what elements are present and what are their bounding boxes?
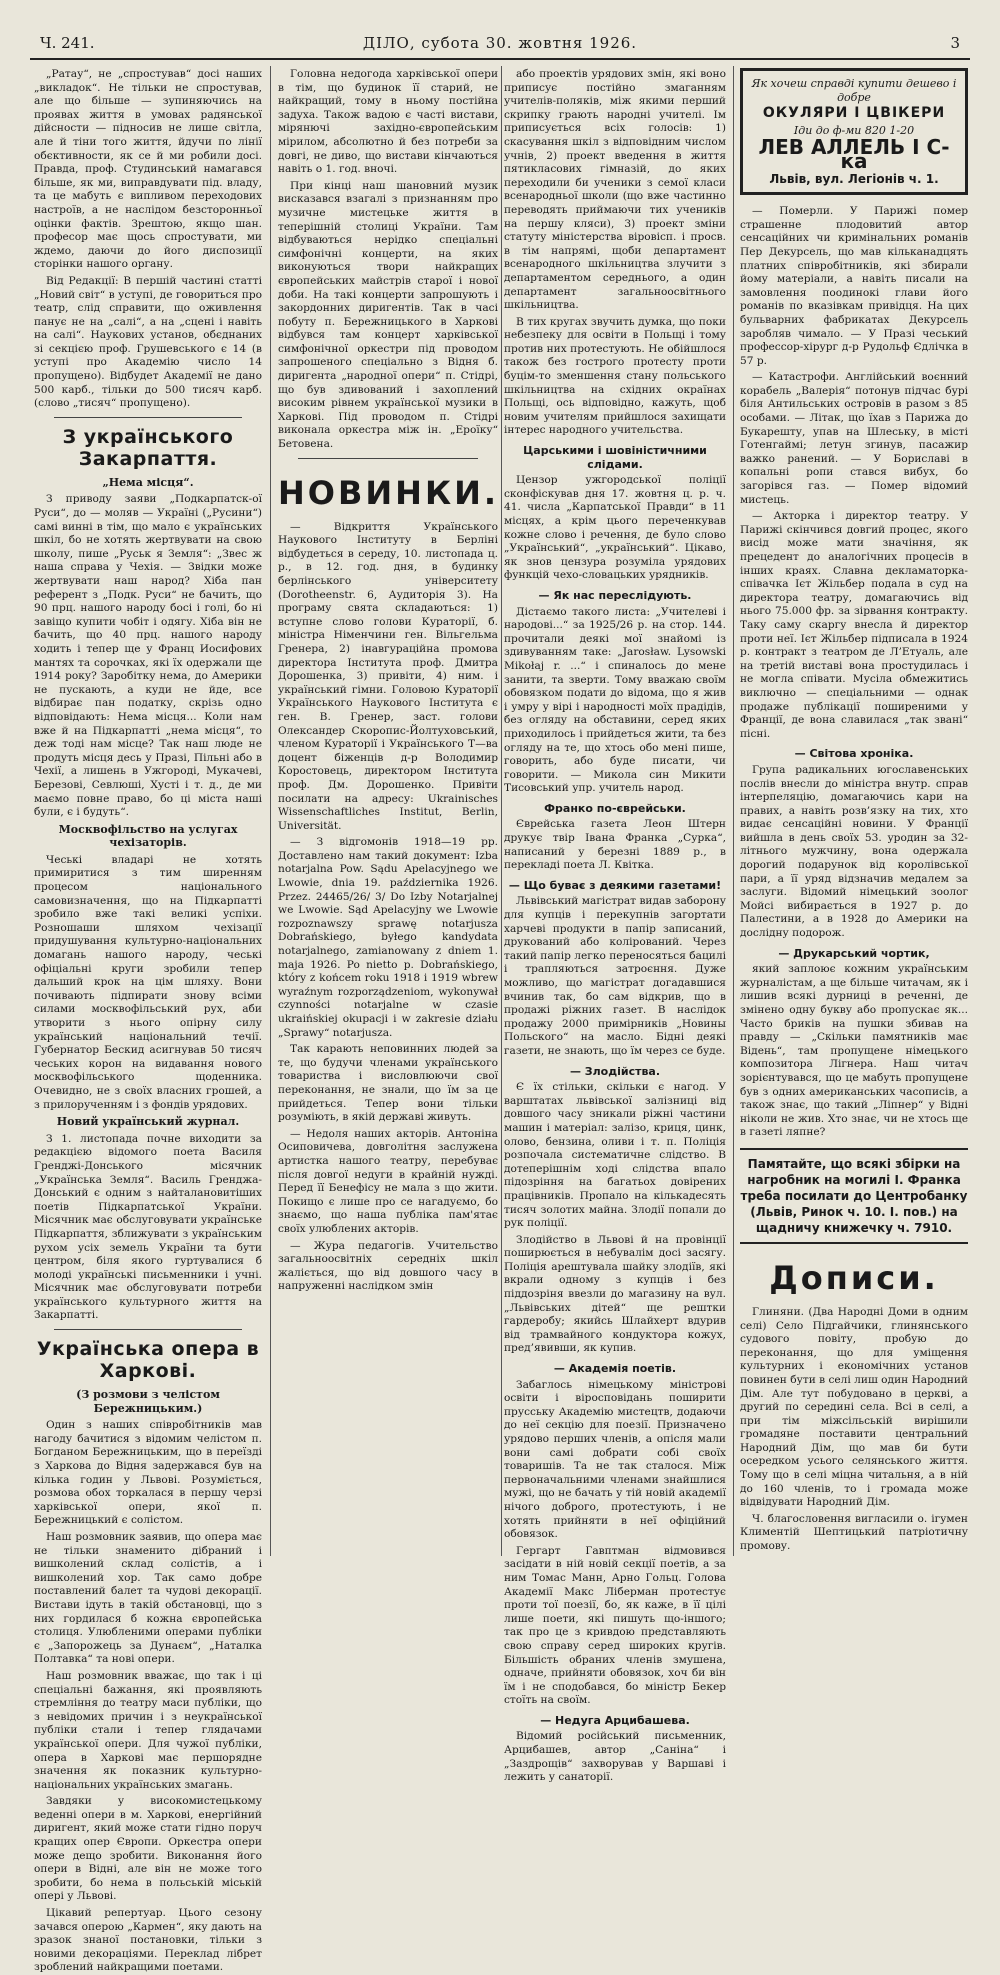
news-item: Забаглось німецькому міністрові освіти і віросповідань поширити прусську Академію мистецтв, додаючи до неї секцію для поезії. Призначено урядово перших членів, а опісля мали вони самі добрати собі своїх товаришів. Та не так сталося. Між первоначальними членами знайшлися мужі, що не бачать у тій новій академії нічого доброго, протестують, і не хотять прийняти в неї офіційний обовязок. — [504, 1378, 726, 1541]
news-item: Львівський магістрат видав заборону для купців і перекупнів загортати харчеві продукти в папір записаний, друкований або колірований. Через такий папір легко переносяться бацилі і трапляються затроєння. Дуже можливо, що магістрат догадавшися вчинив так, бо сам відкрив, що в продажі ріжних газет. В наслідок продажу 2000 примірників „Новины Польского“ на масло. Бідні деякі газети, не знають, що їм через се буде. — [504, 895, 726, 1057]
issue-number: Ч. 241. — [40, 34, 95, 52]
news-item: Єврейська газета Леон Штерн друкує твір Івана Франка „Сурка“, написаний у березні 1889 р., в перекладі поета Л. Квітка. — [504, 818, 726, 872]
article-paragraph: або проектів урядових змін, які воно приписує постійно змаганням учителів-поляків, між якими перший скрипку грають народні учителі. Ім приписується всіх голосів: 1) скасування шкіл з відповідним числом учнів, 2) проект введення в життя пятикласових гімназій, до яких переходили би ученики з семої класи всенародньої школи (що вже частинно переводять приймаючи тих учеників на першу кляси), 3) проект зміни статуту міністерства віровісп. і просв. в тім напрямі, щоби департамент всенародного шкільництва злучити з департаментом середнього, а один департамент загальноосвітнього шкільництва. — [504, 68, 726, 312]
ad-product: ОКУЛЯРИ І ЦВІКЕРИ — [762, 105, 946, 122]
news-item: Злодійство в Львові й на провінції поширюється в небувалім досі засягу. Поліція арештувала шайку злодіїв, які вкрали одному з купців і без піддозріня ввезли до магазину на вул. „Львівських дітей“ ще рештки гардеробу; якийсь Шлайхерт вдурив від трамвайного кондуктора кожух, пред’явивши, як купив. — [504, 1233, 726, 1355]
article-paragraph: З 1. листопада почне виходити за редакцією відомого поета Василя Гренджі-Донського місячник „Українська Земля“. Василь Гренджа-Донський є одним з найталановитіших поетів Підкарпатської України. Місячник має обслуговувати українське Підкарпаття, зближувати з українським рухом усіх земель України та бути центром, біля якого гуртувалися б молоді українські письменники і учні. Місячник має обслуговувати потреби українського культурного життя на Закарпатті. — [34, 1132, 262, 1322]
article-paragraph: При кінці наш шановний музик висказався взагалі з признанням про музичне мистецьке життя в теперішній столиці України. Там відбуваються нерідко спеціальні симфонічні концерти, на яких виконуються твори найкращих європейських майстрів старої і нової доби. На такі концерти запрошують і закордонних диригентів. Так в часі побуту п. Бережницького в Харкові відбувся там концерт харківської симфонічної оркестри під проводом запрошеного спеціально з Відня б. диригента „народної опери“ п. Стідрі, що був здивований і захоплений високим рівнем української музики в Харкові. Під проводом п. Стідрі виконала оркестра між ін. „Ероїку“ Бетовена. — [278, 179, 498, 451]
franko-fund-notice: Памятайте, що всякі збірки на нагробник на могилі І. Франка треба посилати до Центробанку (Львів, Ринок ч. 10. І. пов.) на щадничу книжечку ч. 7910. — [740, 1148, 968, 1244]
article-paragraph: „Ратау“, не „спростував“ досі наших „викладок“. Не тільки не спростував, але що більше — зупиняючись на проявах життя в умовах радянської дійсности — підносив не лише світла, але й тіни того життя, йдучи по лінії обєктивности, як се й ми робили досі. Правда, проф. Студинський намагався більше, як ми, виправдувати під. владу, та це мабуть є випливом переходових настроїв, а не наслідом безсторонньої оцінки фактів. Зрештою, якщо шан. професор має щось спростувати, ми ждемо, даючи до його диспозиції сторінки нашого органу. — [34, 68, 262, 271]
section-heading-novynky: НОВИНКИ. — [278, 473, 500, 512]
news-heading: — Світова хроніка. — [794, 747, 914, 761]
news-heading: — Академія поетів. — [553, 1362, 677, 1376]
news-item: Відомий російський письменник, Арцибашев, автор „Саніна“ і „Заздрощів“ захворував у Варшаві і лежить у санаторії. — [504, 1730, 726, 1784]
advertisement-box — [740, 68, 968, 195]
article-paragraph: В тих кругах звучить думка, що поки небезпеку для освіти в Польщі і тому против них протестують. Не обійшлося також без гострого протесту проти буцім-то зменшення стану польського шкільництва на східних окраїнах Польщі, ось відповідно, кажуть, щоб новим учителям прийшлося захищати інтерес народного учительства. — [504, 315, 726, 437]
correspondence-paragraph: Глиняни. (Два Народні Доми в одним селі) Село Підгайчики, глинянського судового повіту, пробую до переконання, що для уміщення культурних і економічних установ повинен бути в селі лиш один Народний Дім. Але тут побудовано в церкві, а другий по середині села. Всі в селі, а при тім міжсільській вирішили громадяне поставити центральний Народний Дім, що мав би бути осередком усього селянського життя. Тому що в селі міцна читальня, а в ній до 160 членів, то і громада може відвідувати Народний Дім. — [740, 1305, 968, 1509]
article-paragraph: Цікавий репертуар. Цього сезону зачався оперою „Кармен“, яку дають на зразок знаної постановки, тільки з новими декораціями. Переклад лібрет зроблений найкращими поетами. — [34, 1907, 262, 1974]
editorial-note: Від Редакції: В першій частині статті „Новий світ“ в уступі, де говориться про театр, слід справити, що оживлення панує не на „салі“, а на „сцені і навіть на салі“. Наукових установ, обєднаних зі секцією проф. Грушевського є 14 (в уступі про Академію число 14 пропущено). Відбудет Академії не дано 500 карб., тільки до 500 тисяч карб. (слово „тисяч“ пропущено). — [34, 274, 262, 410]
news-heading: — Що буває з деякими газетами! — [508, 878, 722, 892]
subheading-moskvofilstvo: Москвофільство на услугах чехізаторів. — [58, 822, 238, 850]
news-item: Гергарт Гавптман відмовився засідати в ній новій секції поетів, а за ним Томас Манн, Арно Гольц. Голова Академії Макс Ліберман протестує проти тої поезії, бо, як каже, в її цілі лише поети, які пишуть що-іншого; так про це з кривдою представляють свою справу серед широких кругів. Більшість обраних членів змушена, одначе, прийняти обовязок, хоч би він їм і не сподобався, бо міністр Бекер стоїть на своїм. — [504, 1544, 726, 1707]
news-item: — Жура педагогів. Учительство загальноосвітніх середніх шкіл жаліється, що від довшого часу в напруженні наслідком змін — [278, 1239, 498, 1293]
correspondence-paragraph: Ч. благословення вигласили о. ігумен Климентій Шептицький патріотичну промову. — [740, 1512, 968, 1553]
news-item: який заплоює кожним українським журналістам, а ще більше читачам, як і лишив всякі дурниці в реченні, де змінено одну букву або пропускає як... Часто бриків на пушки збивав на правду — „Скільки памятників має Відень“, там пропущене німецького композитора Лігнера. Наш читач зорієнтувався, що це мабуть пропущене був з одних американських часописів, а також знає, що такий „Ліпнер“ у Відні ніколи не жив. Хто знає, чи не хтось ще в газеті ляпне? — [740, 963, 968, 1139]
article-paragraph: Наш розмовник вважає, що так і ці спеціальні бажання, які проявляють стремління до театру маси публіки, що з невідомих причин і з неукраїнської публіки стали і тепер глядачами української опери. Для чужої публіки, опера в Харкові має першорядне значення як показник культурно-національних українських змагань. — [34, 1669, 262, 1791]
article-paragraph: З приводу заяви „Подкарпатск-ої Руси“, до — моляв — Україні („Русини“) самі винні в тім, що мало є українських шкіл, бо не хотять жертвувати на свою школу, пише „Руськ я Земля“: „Звес ж наша справа у Чехія. — Звідки може жертвувати наш народ? Хіба пан референт з „Подк. Руси“ не бачить, що 90 прц. нашого народу босі і голі, бо ні завіщо купити чобіт і одягу. Хіба він не бачить, що 40 прц. нашого народу ходить і тепер ще у Франц Иосифових мантях та сорочках, які їх одержали ще 1914 року? Заробітку нема, до Америки не пускають, а куди не йде, все відбирає пан податку, скрізь одно відповідають: Нема місця... Коли нам вже й на Підкарпатті „нема місця“, то деж тоді нам місце? Так наш люде не продуть місця десь у Празі, Пільні або в Чехії, а лишень в Ужгороді, Мукачеві, Березові, Севлюші, Хусті і т. д., де ми маємо повне право, бо ці міста наші були, є і будуть“. — [34, 493, 262, 819]
divider — [54, 417, 242, 418]
ad-company: ЛЕВ АЛЛЕЛЬ І С-ка — [758, 135, 950, 173]
news-item: — Акторка і директор театру. У Парижі скінчився довгий процес, якого висід може мати значіння, як прецедент до аналогічних процесів в інших краях. Славна декламаторка-співачка Ієт Жільбер подала в суд на директора театру, домагаючись від нього 75.000 фр. за зірвання контракту. Таку саму скаргу внесла й директор проти неї. Ієт Жільбер підписала в 1924 р. контракт з театром де Л’Етуаль, але на третій виставі вона простудилась і не могла співати. Мусіла обмежитись виключно — спеціальними — однак продаже публікації поширеними у Франції, де вона славилася „так звані“ пісні. — [740, 510, 968, 740]
news-item: Цензор ужгородської поліції сконфіскував дня 17. жовтня ц. р. ч. 41. числа „Карпатської Правди“ в 11 місцях, а крім цього переченкував кожне слово і речення, де було слово „Український“, „український“. Цікаво, як знов цензура розуміла урядових функцій чехо-словацьких урядників. — [504, 474, 726, 582]
news-heading: Царськими і шовіністичними слідами. — [523, 444, 707, 471]
column-1 — [34, 68, 262, 1974]
news-heading: Франко по-єврейськи. — [544, 801, 686, 815]
column-divider — [733, 66, 734, 1556]
section-heading-opera: Українська опера в Харкові. — [36, 1338, 260, 1383]
column-4 — [740, 68, 968, 1558]
article-paragraph: Один з наших співробітників мав нагоду бачитися з відомим челістом п. Богданом Бережницьким, що в переїзді з Харкова до Відня задержався був на кілька годин у Львові. Розуміється, розмова обох торкалася в першу черзі харківської опери, якої п. Бережницький є солістом. — [34, 1419, 262, 1527]
news-heading: — Як нас переслідують. — [538, 588, 692, 602]
divider — [298, 458, 478, 459]
news-item: — Відкриття Українського Наукового Інституту в Берліні відбудеться в середу, 10. листопада ц. р., в 12. год. дня, в будинку берлінського університету (Dorotheenstr. 6, Аудиторія 3). На програму свята складаються: 1) вступне слово голови Кураторії, б. міністра Німенчини ген. Вільгельма Гренера, 2) інавгураційна промова директора Інститута проф. Дмитра Дорошенка, 3) привіти, 4) ним. і український гімни. Головою Кураторії Українського Наукового Інститута є ген. В. Гренер, заст. голови Олександер Скоропис-Йолтуховський, членом Кураторії і Українського Т—ва доцент біженців д-р Володимир Коростовець, директором Інститута проф. Дм. Дорошенко. Привіти посилати на адресу: Ukrainisches Wissenschaftliches Institut, Berlin, Universität. — [278, 520, 498, 832]
article-paragraph: Завдяки у високомистецькому веденні опери в м. Харкові, енергійний диригент, який може стати гідно поруч кращих опер Європи. Оркестра опери може дещо зробити. Виконання його опери в Віднi, але він не може того зробити, бо нема в польській міській опері у Львові. — [34, 1795, 262, 1903]
subheading-opera-interview: (З розмови з челістом Бережницьким.) — [76, 1388, 220, 1415]
news-item: — Катастрофи. Англійський воєнний корабель „Валерія“ потонув підчас бурі біля Антильських островів в разом з 85 особами. — Літак, що їхав з Парижа до Букарешту, упав на Шлеську, в місті Готенгаймі; летун згинув, пасажир важко ранений. — У Бориславі в копальні ропи стався вибух, бо загорівся газ. — Помер відомий мистець. — [740, 371, 968, 506]
divider — [54, 1329, 242, 1330]
news-item: — Померли. У Парижі помер страшенне плодовитий автор сенсаційних чи кримінальних романів Пер Декурсель, що мав кільканадцять платних співробітників, які збирали йому матеріали, а навіть писали на замовлення поодинокі глави його романів по вказівкам привідця. На цих бульварних фабрикатах Декурсель заробляв чимало. — У Празі чеський профессор-хірург д-р Рудольф Єдлічка в 57 р. — [740, 205, 968, 367]
news-item: — З відгомонів 1918—19 рр. Доставлено нам такий документ: Izba notarjalna Pow. Sądu Apelacyjnego we Lwowie, dnia 19. października 1926. Przez. 24465/26/ 3/ Do Izby Notarjalnej we Lwowie. Sąd Apelacyjny we Lwowie rozpoznawszy sprawę notarjusza Dobrańskiego, byłego kandydata notarjalnego, zamianowany z dniem 1. maja 1926. Po nietto p. Dobrańskiego, który z końcem roku 1918 i 1919 wbrew wyraźnym rozporządzeniom, wykonywał czynności notarjalne w czasie ukraińskiej okupacji i w zakresie działu „Sprawy“ notarjusza. — [278, 836, 498, 1039]
column-divider — [270, 66, 271, 1556]
column-2 — [278, 68, 498, 1558]
ad-line: Як хочеш справді купити дешево і добре — [751, 77, 957, 104]
news-item: Група радикальних югославенських послів внесли до міністра внутр. справ інтерпеляцію, домагаючись кари на правих, а навіть розв’язку на тих, хто видає сенсаційні новини. У Франції вийшла в день своїх 53. уродин за 32-літнього мужчину, вона одержала дорогий подарунок від королівської пари, а її уряд відзначив медалем за заслуги. Відомий німецький зоолог Мойсі вибирається в 1927 р. до Палестини, а в 1928 до Америки на дослідну подорож. — [740, 763, 968, 940]
news-item: — Недоля наших акторів. Антоніна Осиповичева, довголітня заслужена артистка нашого театру, перебуває після довгої недуги в крайній нужді. Перед її Бенефісу не мала з що жити. Покищо є лише про се нагадуємо, бо знаємо, що наша публіка пам'ятає своїх улюблених акторів. — [278, 1127, 498, 1235]
masthead — [30, 30, 970, 60]
section-heading-zakarpattia: З українського Закарпаття. — [62, 425, 234, 470]
news-heading: — Недуга Арцибашева. — [540, 1713, 690, 1727]
news-item: Так карають неповинних людей за те, що будучи членами українського товариства і висловлюючи свої переконання, не знали, що їм за це прийдеться. Тепер вони тільки розуміють, в якій державі живуть. — [278, 1043, 498, 1124]
article-paragraph: Чеські владарі не хотять примиритися з тим ширенням процесом національного самовизначення, що на Підкарпатті зробило вже такі великі успіхи. Розношаши шляхом чехізації придушування культурно-національних домагань нашого народу, чеські офіціальні круги зробили тепер дальший крок на цім шляху. Вони почивають підпирати знову всіми силами москвофільський рух, аби утворити з нього опірну силу український національний течії. Губернатор Бескид асигнував 50 тисяч чеських корон на видавання нового москвофільського щоденника. Очевидно, не з своїх власних грошей, а з прилорученням і з фондів урядових. — [34, 853, 262, 1111]
subheading-novyi-zhurnal: Новий український журнал. — [56, 1115, 240, 1129]
news-heading: — Злодійства. — [569, 1064, 661, 1078]
news-item: Є їх стільки, скільки є нагод. У варштатах львівської залізниці від довшого часу зникали ріжні частини машин і матеріал: залізо, криця, цинк, олово, бензина, оливи і т. п. Поліція розпочала систематичне слідство. В дотеперішнім ході слідства впало підозріння на багатьох довірених працівників. Пропало на кількадесять тисяч золотих майна. Злодії попали до рук поліції. — [504, 1081, 726, 1230]
news-item: Дістаємо такого листа: „Учителеві і народові...“ за 1925/26 р. на стор. 144. прочитали деякі мої знайомі із здивуванням таке: „Jarosław. Lysowski Mikołaj r. ...“ і спиналось до мене занити, та зверти. Тому вважаю своїм обовязком подати до відома, що я жив і умру у вірі і народності моїх прадідів, без огляду на обставини, серед яких приходилось і прийдеться жити, та без огляду на те, що хтось обо мені пише, говорить, або буде писати, чи говорити. — Микола син Микити Тисовський упр. учитель народ. — [504, 605, 726, 795]
subheading-nema-mistsia: „Нема місця“. — [102, 475, 194, 489]
ad-address: Львів, вул. Легіонів ч. 1. — [769, 171, 939, 186]
column-3 — [504, 68, 726, 1784]
section-heading-dopysy: Дописи. — [769, 1258, 939, 1297]
page-number: 3 — [950, 34, 960, 52]
masthead-title-date: ДІЛО, субота 30. жовтня 1926. — [362, 34, 638, 52]
article-paragraph: Наш розмовник заявив, що опера має не тільки знаменито дібраний і вишколений склад солістів, а і вишколений хор. Так само добре поставлений балет та чудові декорації. Вистави ідуть в такій обстановці, що з них гордилася б кожна європейська столиця. Улюбленими операми публіки є „Запорожець за Дунаєм“, „Наталка Полтавка“ та нові опери. — [34, 1531, 262, 1666]
news-heading: — Друкарський чортик, — [778, 946, 930, 960]
article-paragraph: Головна недогода харківської опери в тім, що будинок її старий, не найкращий, тому в ньому постійна задуха. Також вадою є часті вистави, мірянючі західно-європейським мірилом, абсолютно й без потреби за довгі, не диво, що вистави кінчаються навіть о 1. год. вночі. — [278, 68, 498, 176]
ad-line: Іди до ф-ми 820 1-20 — [793, 123, 915, 137]
column-divider — [501, 66, 502, 1556]
